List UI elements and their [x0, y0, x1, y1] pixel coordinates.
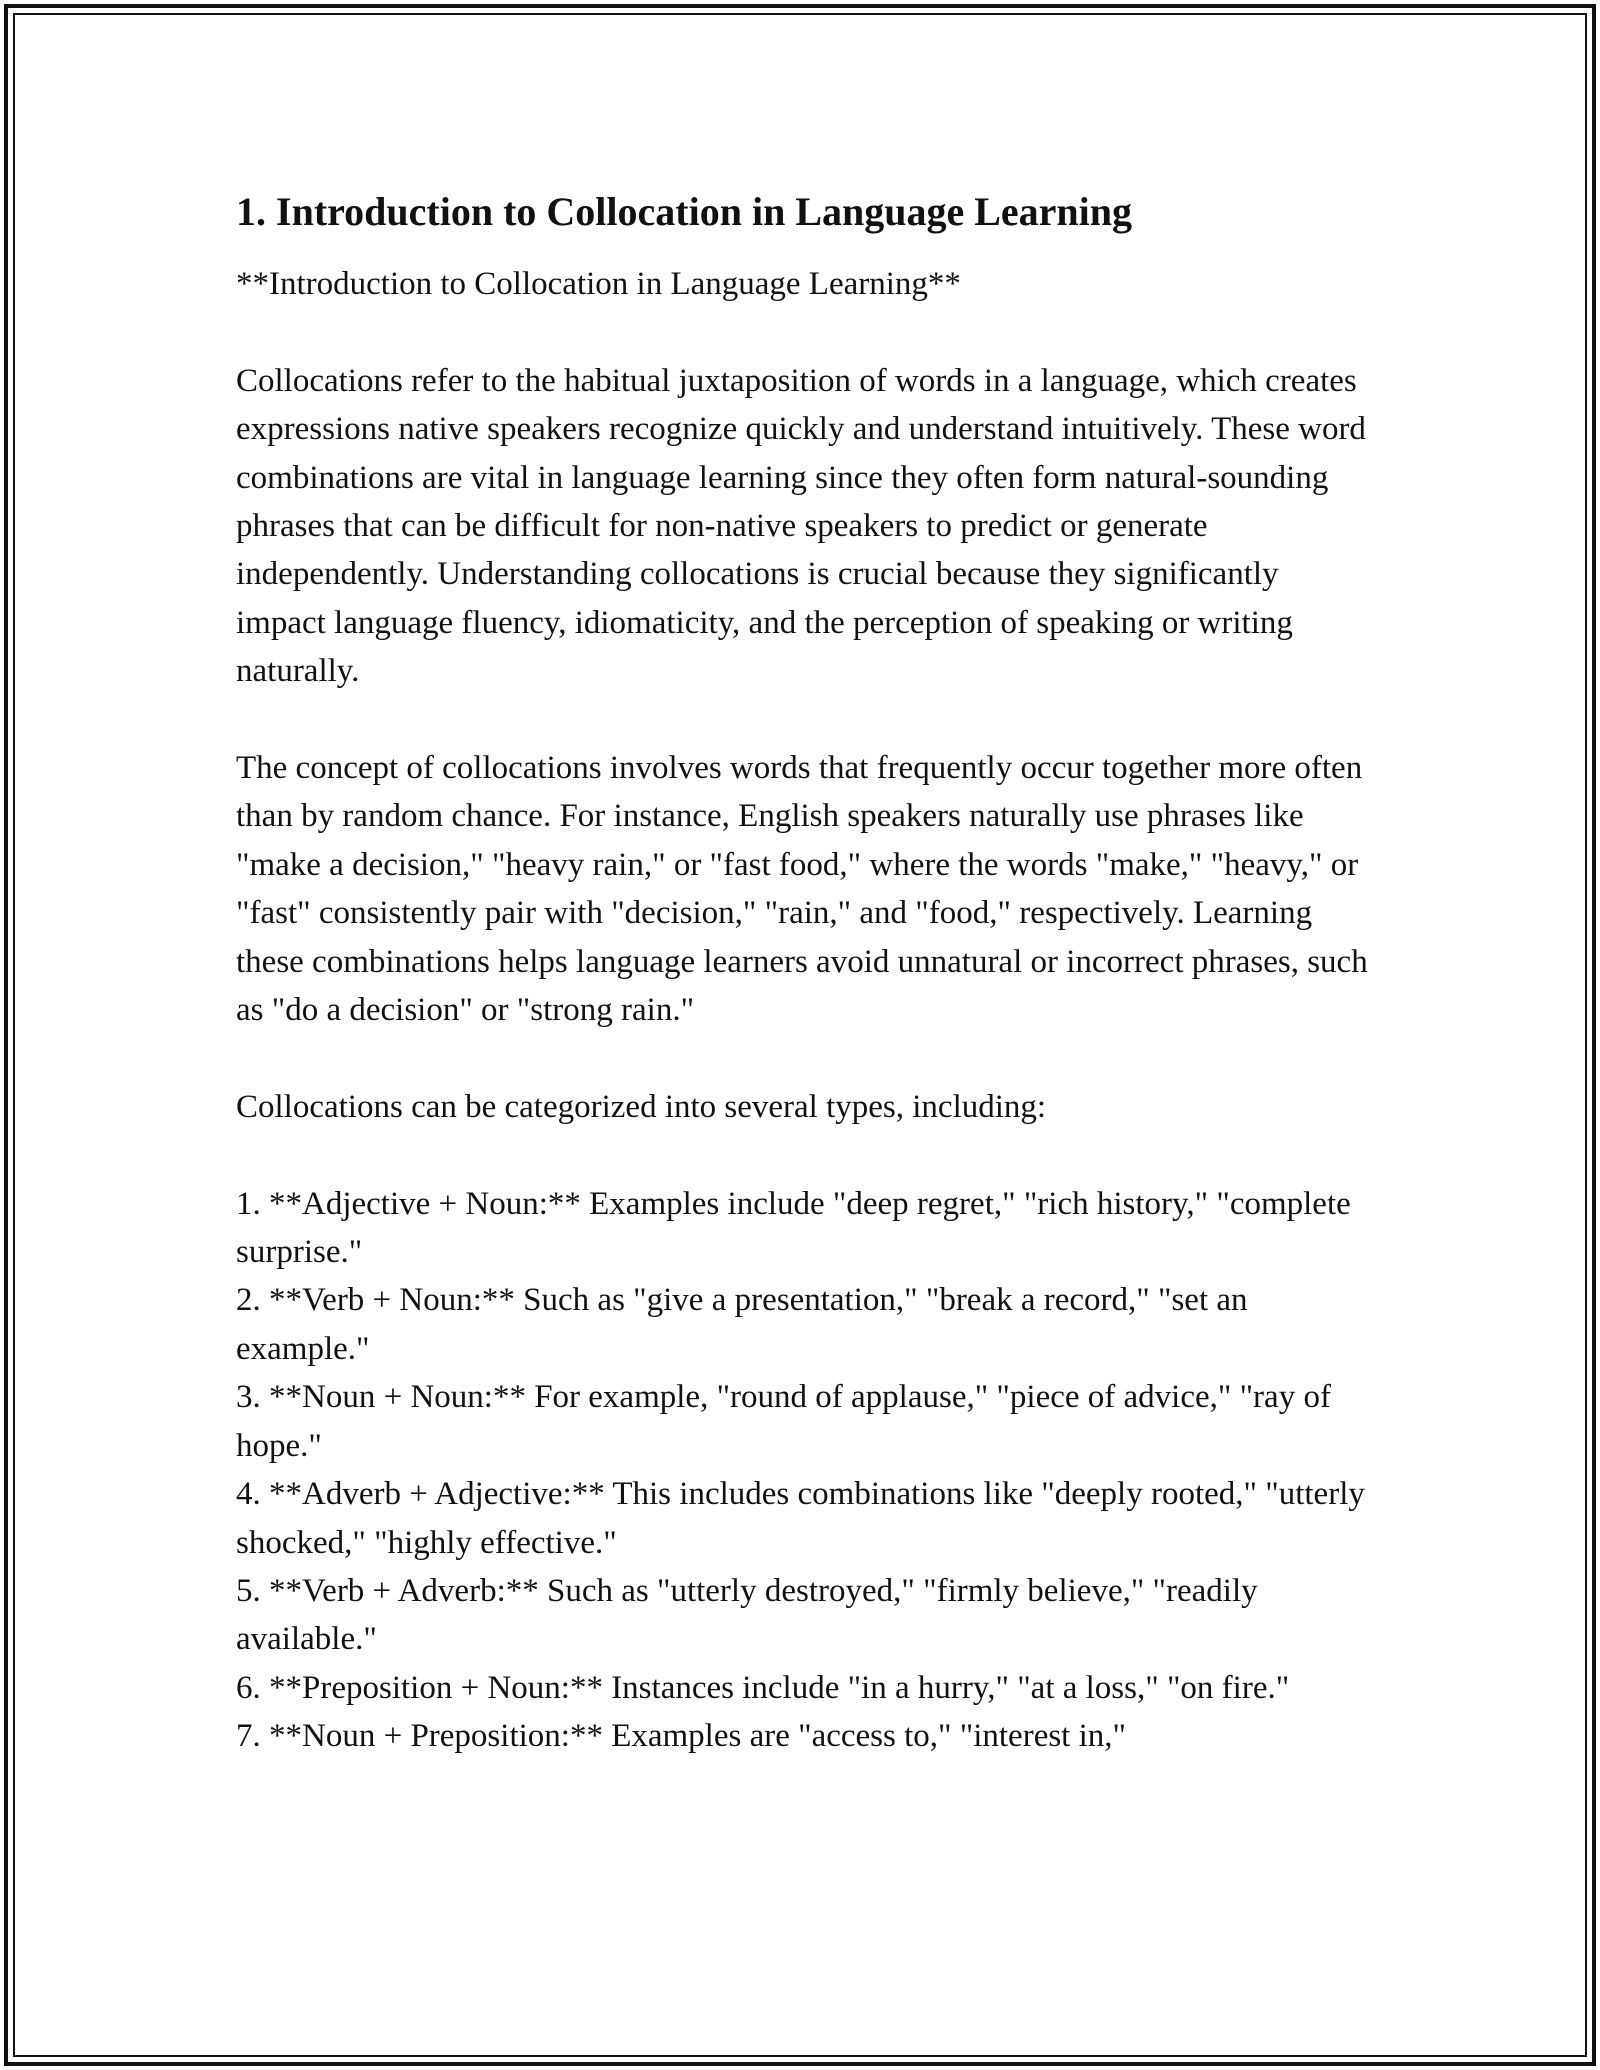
- list-item: 3. **Noun + Noun:** For example, "round of applause," "piece of advice," "ray of hope.": [236, 1379, 1331, 1464]
- paragraph-categories-intro: Collocations can be categorized into several types, including:: [236, 1088, 1047, 1125]
- document-title: 1. Introduction to Collocation in Language Learning: [236, 189, 1133, 234]
- collocation-types-list: [236, 1180, 1376, 1761]
- list-item: 5. **Verb + Adverb:** Such as "utterly destroyed," "firmly believe," "readily available.": [236, 1572, 1258, 1658]
- list-item: 2. **Verb + Noun:** Such as "give a presentation," "break a record," "set an example.": [236, 1282, 1248, 1367]
- list-item: 4. **Adverb + Adjective:** This includes combinations like "deeply rooted," "utterly shocked," "highly effective.": [236, 1476, 1365, 1561]
- document-body: [236, 186, 1376, 1761]
- list-item: 7. **Noun + Preposition:** Examples are "access to," "interest in,": [236, 1718, 1126, 1755]
- list-item: 6. **Preposition + Noun:** Instances include "in a hurry," "at a loss," "on fire.": [236, 1669, 1290, 1706]
- paragraph-concept: The concept of collocations involves words that frequently occur together more often than by random chance. For instance, English speakers naturally use phrases like "make a decision," "heavy rain," or "fast food," where the words "make," "heavy," or "fast" consistently pair with "decision," "rain," and "food," respectively. Learning these combinations helps language learners avoid unnatural or incorrect phrases, such as "do a decision" or "strong rain.": [236, 750, 1368, 1029]
- subtitle-paragraph: **Introduction to Collocation in Language Learning**: [236, 266, 961, 302]
- paragraph-definition: Collocations refer to the habitual juxtaposition of words in a language, which creates expressions native speakers recognize quickly and understand intuitively. These word combinations are vital in language learning since they often form natural-sounding phrases that can be difficult for non-native speakers to predict or generate independently. Understanding collocations is crucial because they significantly impact language fluency, idiomaticity, and the perception of speaking or writing naturally.: [236, 362, 1366, 690]
- list-item: 1. **Adjective + Noun:** Examples include "deep regret," "rich history," "complete surprise.": [236, 1185, 1351, 1271]
